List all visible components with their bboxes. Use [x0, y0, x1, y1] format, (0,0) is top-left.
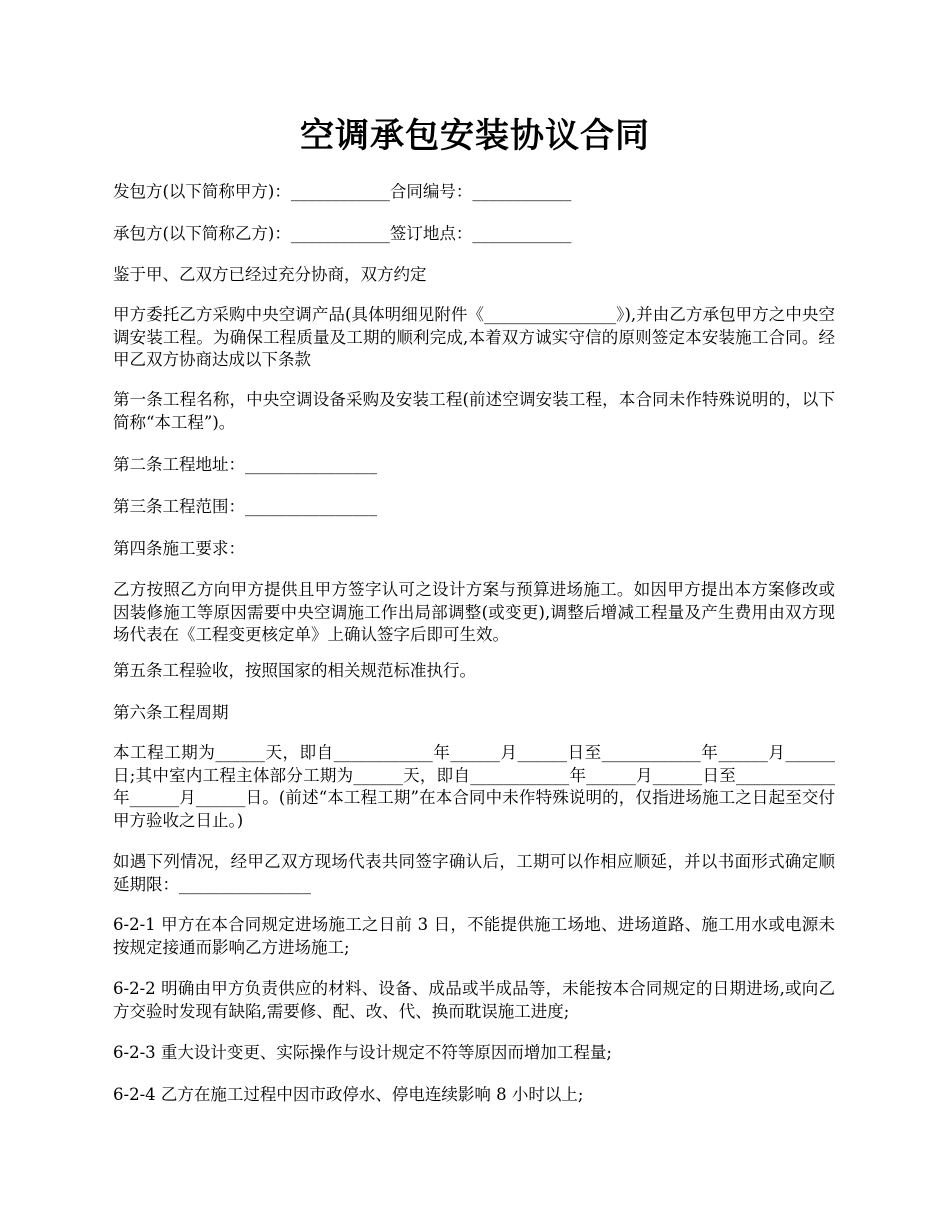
paragraph-employer-info: 发包方(以下简称甲方)：____________合同编号：____________ — [113, 182, 572, 201]
paragraph-clause-6-2-1: 6-2-1 甲方在本合同规定进场施工之日前 3 日，不能提供施工场地、进场道路、施工用水或电源未按规定接通而影响乙方进场施工; — [113, 915, 835, 957]
paragraph-article-5: 第五条工程验收，按照国家的相关规范标准执行。 — [113, 661, 476, 680]
paragraph-article-6-duration: 本工程工期为______天，即自____________年______月______日至____________年______月______日;其中室内工程主体部分工期为______天，即自____________年______月______日至____________年______月______日。(前述“本工程工期”在本合同中未作特殊说明的，仅指进场施工之日起至交付甲方验收之日止。) — [113, 743, 835, 830]
paragraph-article-4-body: 乙方按照乙方向甲方提供且甲方签字认可之设计方案与预算进场施工。如因甲方提出本方案修改或因装修施工等原因需要中央空调施工作出局部调整(或变更),调整后增减工程量及产生费用由双方现场代表在《工程变更核定单》上确认签字后即可生效。 — [113, 580, 835, 644]
paragraph-article-2: 第二条工程地址：________________ — [113, 455, 377, 474]
paragraph-clause-6-2-2: 6-2-2 明确由甲方负责供应的材料、设备、成品或半成品等，未能按本合同规定的日期进场,或向乙方交验时发现有缺陷,需要修、配、改、代、换而耽误施工进度; — [113, 979, 835, 1021]
paragraph-article-6-heading: 第六条工程周期 — [113, 703, 229, 722]
paragraph-contractor-info: 承包方(以下简称乙方)：____________签订地点：____________ — [113, 224, 572, 243]
paragraph-article-4-heading: 第四条施工要求： — [113, 539, 245, 558]
paragraph-entrustment: 甲方委托乙方采购中央空调产品(具体明细见附件《________________》),并由乙方承包甲方之中央空调安装工程。为确保工程质量及工期的顺利完成,本着双方诚实守信的原则签定本安装施工合同。经甲乙双方协商达成以下条款 — [113, 305, 835, 369]
paragraph-clause-6-2-4: 6-2-4 乙方在施工过程中因市政停水、停电连续影响 8 小时以上; — [113, 1085, 584, 1104]
paragraph-preamble: 鉴于甲、乙双方已经过充分协商，双方约定 — [113, 265, 427, 284]
document-title: 空调承包安装协议合同 — [300, 116, 650, 156]
paragraph-clause-6-2-3: 6-2-3 重大设计变更、实际操作与设计规定不符等原因而增加工程量; — [113, 1043, 612, 1062]
paragraph-article-6-extension: 如遇下列情况，经甲乙双方现场代表共同签字确认后，工期可以作相应顺延，并以书面形式确定顺延期限：________________ — [113, 852, 835, 894]
paragraph-article-1: 第一条工程名称，中央空调设备采购及安装工程(前述空调安装工程，本合同未作特殊说明的，以下简称“本工程”)。 — [113, 390, 835, 432]
paragraph-article-3: 第三条工程范围：________________ — [113, 497, 377, 516]
